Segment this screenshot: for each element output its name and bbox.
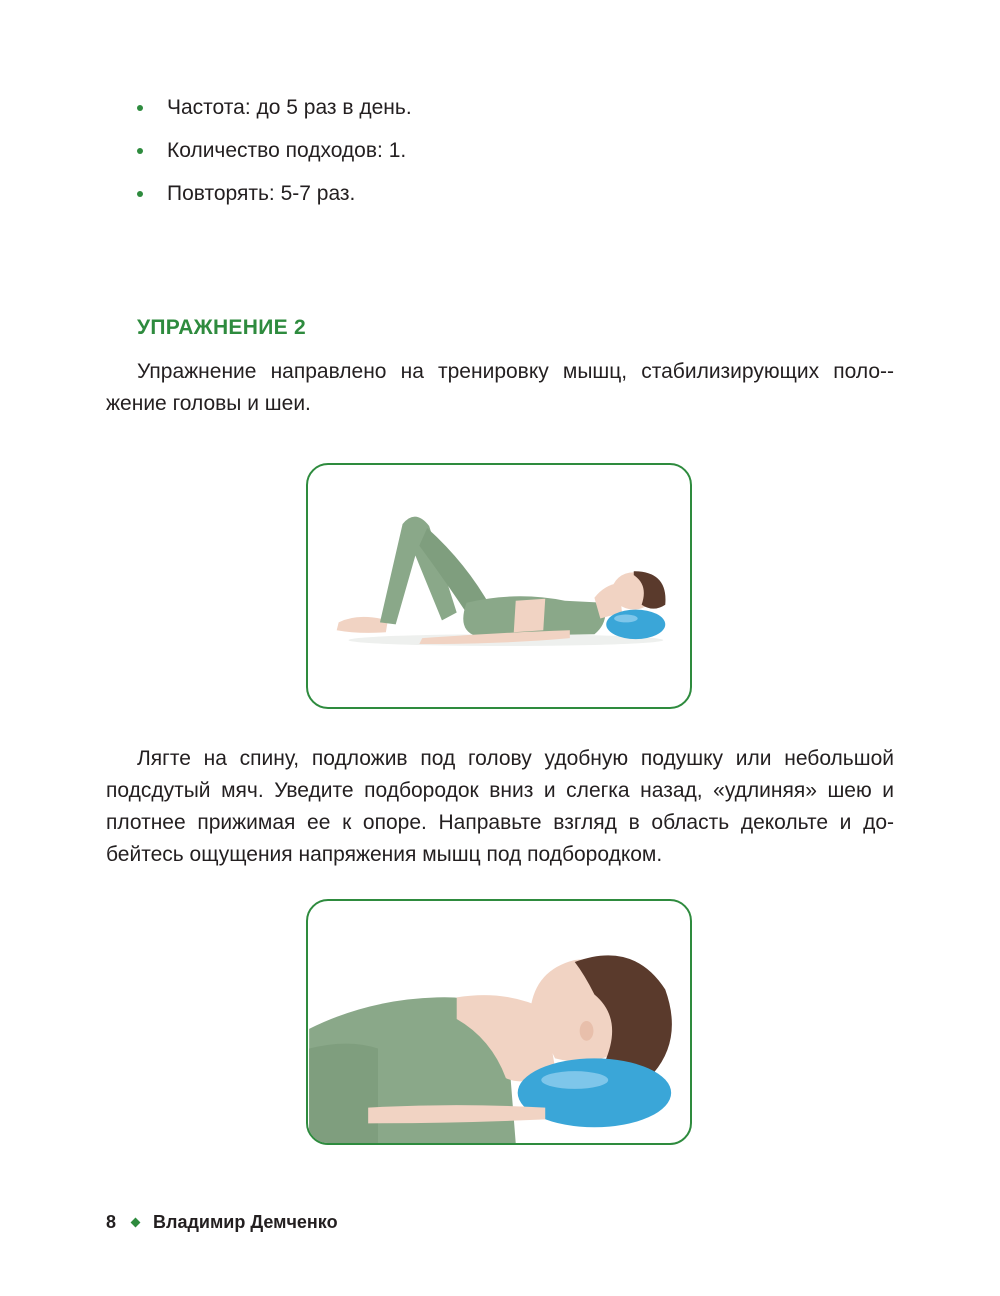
bullet-text: Частота: до 5 раз в день. — [167, 96, 412, 119]
page-footer — [106, 1212, 338, 1233]
bullet-text: Количество подходов: 1. — [167, 139, 407, 162]
bullet-list — [133, 96, 412, 225]
bullet-icon — [137, 148, 143, 154]
page-number: 8 — [106, 1212, 117, 1232]
bullet-icon — [137, 105, 143, 111]
instructions-paragraph: Лягте на спину, подложив под голову удобную подушку или небольшой подсдутый мяч. Уведите подбородок вниз и слегка назад, «удлиняя» шею и плотнее прижимая ее к опоре. Направьте взгляд в область декольте и до-бейтесь ощущения напряжения мышц под подбородком. — [106, 747, 894, 866]
head-on-ball-illustration — [308, 901, 690, 1143]
bullet-icon — [137, 191, 143, 197]
woman-lying-illustration — [308, 465, 690, 707]
exercise-photo-full-body — [306, 463, 692, 709]
list-item — [133, 182, 412, 206]
list-item — [133, 139, 412, 163]
intro-paragraph: Упражнение направлено на тренировку мышц, стабилизирующих поло-жение головы и шеи. — [106, 360, 894, 415]
bullet-text: Повторять: 5-7 раз. — [167, 182, 356, 205]
list-item — [133, 96, 412, 120]
exercise-photo-closeup — [306, 899, 692, 1145]
diamond-separator-icon — [131, 1217, 141, 1227]
section-heading: УПРАЖНЕНИЕ 2 — [137, 316, 307, 339]
author-name: Владимир Демченко — [153, 1212, 338, 1232]
